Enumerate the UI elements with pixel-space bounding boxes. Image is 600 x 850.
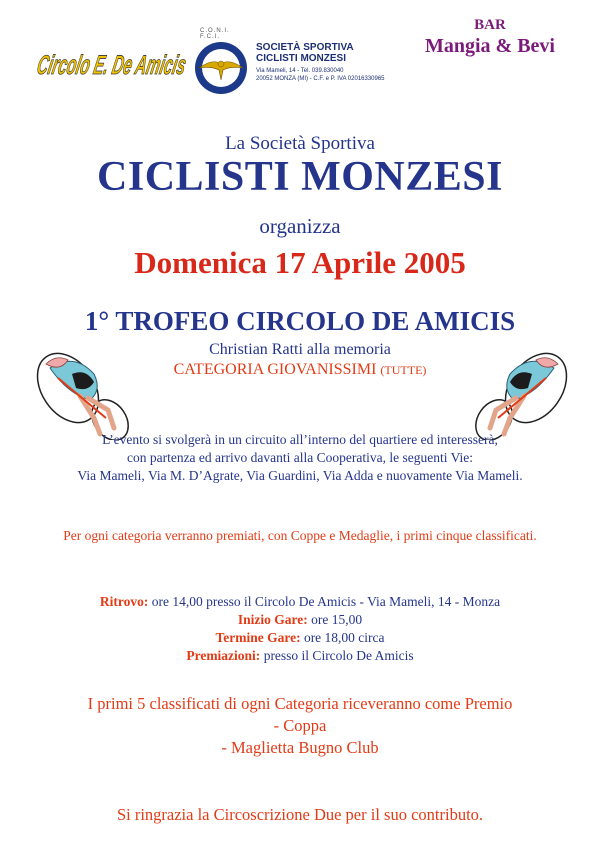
schedule-label: Premiazioni: — [186, 648, 261, 663]
intro-line: La Società Sportiva — [225, 133, 375, 154]
schedule-value: ore 15,00 — [311, 612, 363, 627]
club-info — [256, 42, 396, 83]
club-address-line1: Via Mameli, 14 - Tel. 039.830040 — [256, 68, 344, 74]
schedule-row-premiazioni — [0, 647, 600, 665]
categoria-label: CATEGORIA GIOVANISSIMI — [173, 361, 377, 378]
trofeo-title: 1° TROFEO CIRCOLO DE AMICIS — [84, 306, 516, 336]
memoria-line: Christian Ratti alla memoria — [209, 341, 391, 358]
club-address-line2: 20052 MONZA (MI) - C.F. e P. IVA 02016330965 — [256, 76, 385, 82]
categoria-tutte: (TUTTE) — [380, 363, 427, 377]
club-name-line1: SOCIETÀ SPORTIVA — [256, 42, 354, 53]
schedule-block — [0, 593, 600, 665]
club-emblem-icon — [193, 40, 249, 96]
description-line: L’evento si svolgerà in un circuito all’interno del quartiere ed interesserà, — [102, 432, 498, 447]
bar-mangia-bevi — [400, 16, 580, 58]
svg-text:Circolo E. De Amicis: Circolo E. De — [34, 49, 188, 80]
circolo-de-amicis-logo — [28, 26, 188, 96]
club-name-line2: CICLISTI MONZESI — [256, 53, 346, 64]
org-name: CICLISTI MONZESI — [97, 154, 503, 200]
organizza-label: organizza — [259, 214, 341, 238]
schedule-row-ritrovo — [0, 593, 600, 611]
schedule-value: ore 18,00 circa — [303, 630, 385, 645]
prize-block — [0, 693, 600, 759]
prize-line: - Coppa — [273, 716, 327, 735]
schedule-value: ore 14,00 presso il Circolo De Amicis - Via Mameli, 14 - Monza — [151, 594, 501, 609]
schedule-value: presso il Circolo De Amicis — [263, 648, 414, 663]
prize-line: I primi 5 classificati di ogni Categoria riceveranno come Premio — [87, 694, 513, 713]
schedule-label: Inizio Gare: — [237, 612, 308, 627]
schedule-row-inizio — [0, 611, 600, 629]
schedule-label: Ritrovo: — [99, 594, 149, 609]
description-line: Via Mameli, Via M. D’Agrate, Via Guardini, Via Adda e nuovamente Via Mameli. — [77, 468, 523, 483]
thanks-line: Si ringrazia la Circoscrizione Due per il suo contributo. — [116, 805, 484, 824]
event-date: Domenica 17 Aprile 2005 — [134, 245, 466, 280]
premi-note: Per ogni categoria verranno premiati, con Coppe e Medaglie, i primi cinque classificati. — [63, 528, 537, 543]
cyclist-illustration-right — [466, 338, 576, 440]
description-line: con partenza ed arrivo davanti alla Cooperativa, le seguenti Vie: — [126, 450, 474, 465]
coni-fci-label: C.O.N.I. F.C.I. — [200, 28, 230, 40]
cyclist-illustration-left — [28, 338, 138, 440]
prize-line: - Maglietta Bugno Club — [221, 738, 379, 757]
bar-name: Mangia & Bevi — [425, 35, 555, 57]
event-description — [0, 431, 600, 485]
schedule-row-termine — [0, 629, 600, 647]
bar-label: BAR — [474, 17, 506, 33]
schedule-label: Termine Gare: — [215, 630, 301, 645]
